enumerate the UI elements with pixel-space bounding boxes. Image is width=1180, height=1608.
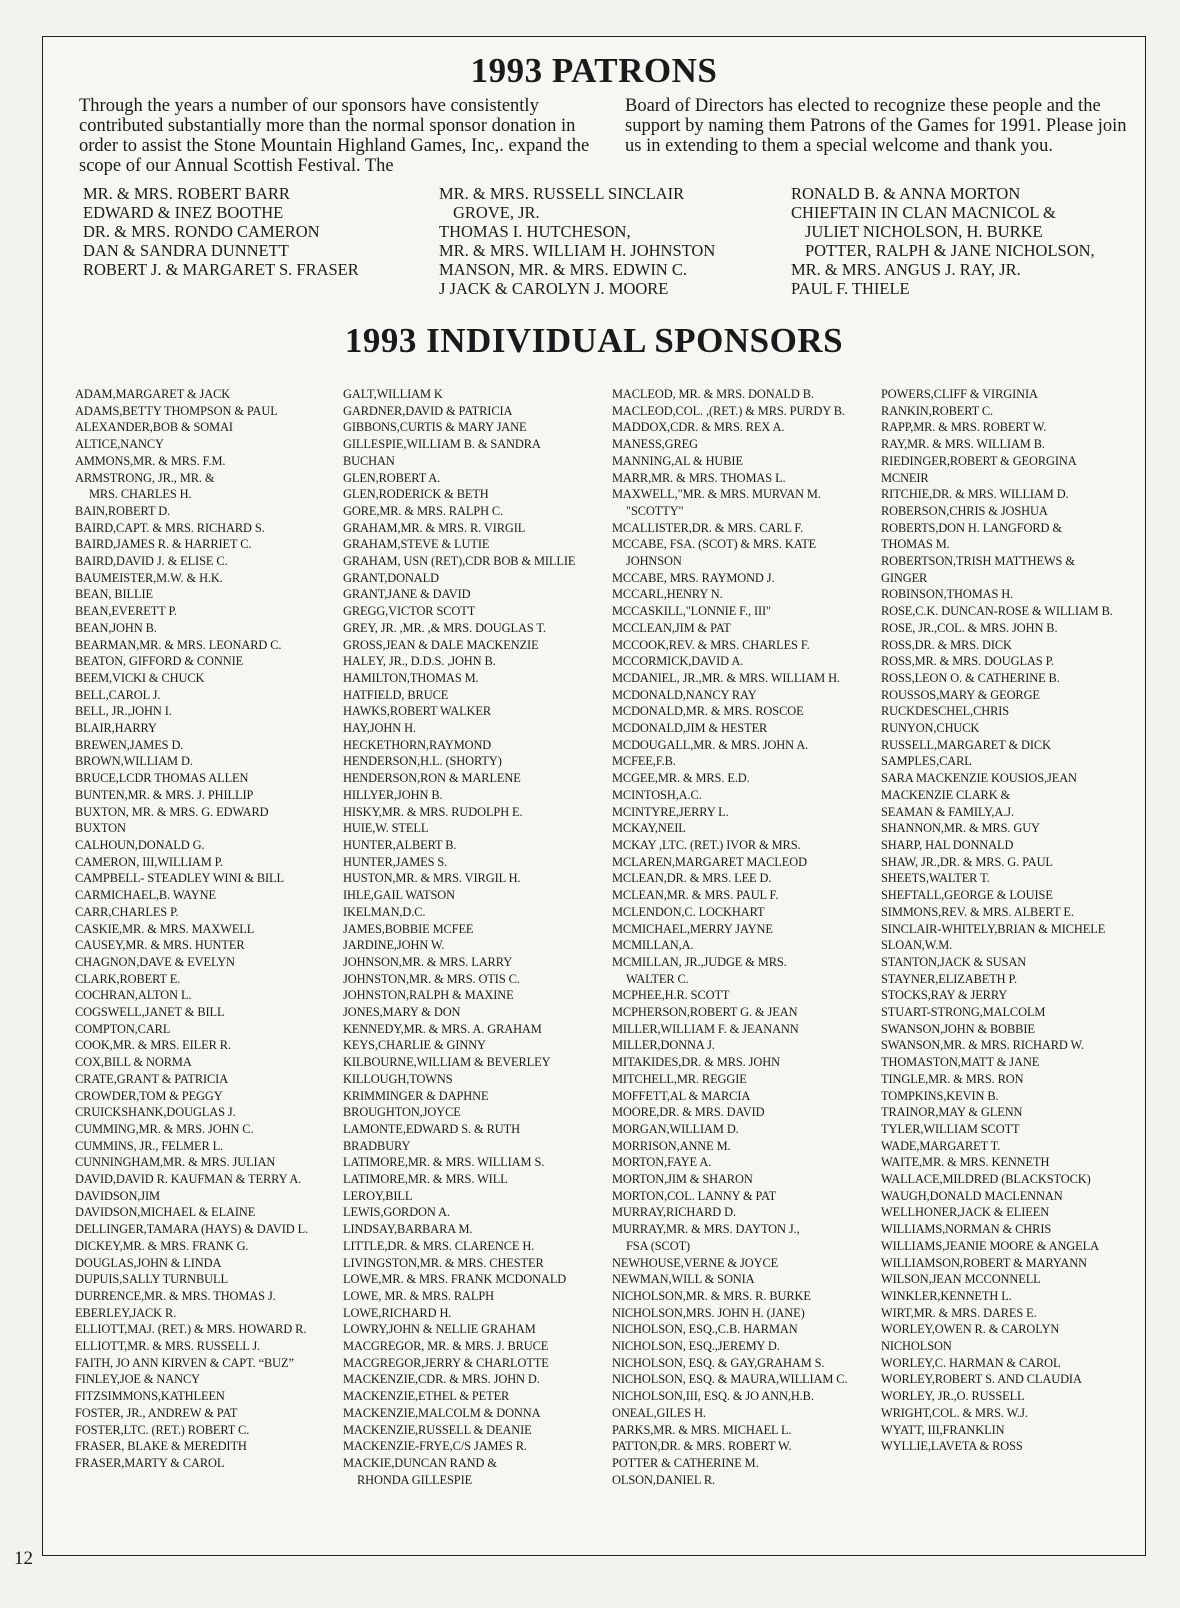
sponsor-entry: RHONDA GILLESPIE: [357, 1472, 473, 1487]
sponsor-entry: ADAM,MARGARET & JACK: [75, 387, 231, 401]
sponsor-entry: WYLLIE,LAVETA & ROSS: [881, 1439, 1023, 1454]
sponsor-entry: MANESS,GREG: [612, 437, 698, 452]
sponsor-entry: ROSE, JR.,COL. & MRS. JOHN B.: [881, 620, 1058, 635]
sponsor-entry: GREGG,VICTOR SCOTT: [343, 604, 476, 619]
sponsor-entry: HAY,JOHN H.: [343, 721, 416, 736]
sponsor-entry: MCDONALD,JIM & HESTER: [612, 721, 768, 736]
sponsor-entry: GARDNER,DAVID & PATRICIA: [343, 403, 513, 418]
sponsor-entry: HALEY, JR., D.D.S. ,JOHN B.: [343, 654, 496, 669]
sponsor-entry: PARKS,MR. & MRS. MICHAEL L.: [612, 1422, 792, 1437]
sponsor-entry: GILLESPIE,WILLIAM B. & SANDRA: [343, 437, 541, 452]
sponsor-entry: LEWIS,GORDON A.: [343, 1205, 450, 1220]
sponsor-entry: HENDERSON,RON & MARLENE: [343, 771, 521, 786]
sponsor-entry: ALEXANDER,BOB & SOMAI: [75, 420, 233, 435]
sponsor-entry: EBERLEY,JACK R.: [75, 1305, 177, 1320]
patron-entry: MR. & MRS. ANGUS J. RAY, JR.: [791, 260, 1021, 279]
sponsor-entry: BAIRD,JAMES R. & HARRIET C.: [75, 537, 252, 552]
sponsor-entry: MACKENZIE,CDR. & MRS. JOHN D.: [343, 1372, 540, 1387]
patron-entry: EDWARD & INEZ BOOTHE: [83, 203, 284, 222]
sponsor-entry: NICHOLSON: [881, 1339, 952, 1354]
sponsor-entry: WINKLER,KENNETH L.: [881, 1288, 1012, 1303]
sponsor-entry: MACKENZIE,RUSSELL & DEANIE: [343, 1422, 532, 1437]
sponsor-entry: MAXWELL,"MR. & MRS. MURVAN M.: [612, 487, 821, 502]
sponsor-entry: CASKIE,MR. & MRS. MAXWELL: [75, 921, 255, 936]
sponsor-entry: FRASER,MARTY & CAROL: [75, 1456, 225, 1470]
sponsor-entry: RUCKDESCHEL,CHRIS: [881, 704, 1010, 719]
sponsor-entry: NEWMAN,WILL & SONIA: [612, 1272, 755, 1287]
sponsor-entry: HAWKS,ROBERT WALKER: [343, 704, 492, 719]
sponsor-entry: SIMMONS,REV. & MRS. ALBERT E.: [881, 904, 1074, 919]
sponsor-entry: LEROY,BILL: [343, 1188, 413, 1203]
sponsor-entry: ROBERTSON,TRISH MATTHEWS &: [881, 554, 1075, 569]
sponsor-entry: CAMPBELL- STEADLEY WINI & BILL: [75, 871, 284, 886]
patrons-column-1: [83, 184, 359, 279]
sponsor-entry: BEAN, BILLIE: [75, 587, 153, 602]
patron-entry: ROBERT J. & MARGARET S. FRASER: [83, 260, 359, 279]
sponsor-entry: GINGER: [881, 570, 928, 585]
sponsor-entry: GLEN,ROBERT A.: [343, 470, 441, 485]
sponsor-entry: GIBBONS,CURTIS & MARY JANE: [343, 420, 527, 435]
sponsor-entry: MORTON,JIM & SHARON: [612, 1172, 753, 1187]
sponsor-entry: GORE,MR. & MRS. RALPH C.: [343, 503, 504, 518]
sponsor-entry: SHARP, HAL DONNALD: [881, 837, 1014, 852]
sponsor-entry: MCCASKILL,"LONNIE F., III": [612, 604, 771, 619]
sponsor-entry: WADE,MARGARET T.: [881, 1138, 1001, 1153]
sponsor-entry: GLEN,RODERICK & BETH: [343, 487, 489, 502]
sponsor-entry: BEATON, GIFFORD & CONNIE: [75, 654, 244, 669]
sponsor-entry: RUNYON,CHUCK: [881, 721, 980, 736]
sponsor-entry: CALHOUN,DONALD G.: [75, 837, 205, 852]
sponsor-entry: DOUGLAS,JOHN & LINDA: [75, 1255, 222, 1270]
sponsor-entry: MACLEOD,COL. ,(RET.) & MRS. PURDY B.: [612, 403, 845, 418]
sponsor-entry: COMPTON,CARL: [75, 1021, 171, 1036]
sponsor-entry: GRAHAM, USN (RET),CDR BOB & MILLIE: [343, 554, 576, 569]
patron-entry: MANSON, MR. & MRS. EDWIN C.: [439, 260, 687, 279]
sponsor-entry: MCFEE,F.B.: [612, 754, 676, 769]
sponsor-entry: KILLOUGH,TOWNS: [343, 1071, 453, 1086]
sponsor-entry: LAMONTE,EDWARD S. & RUTH: [343, 1121, 520, 1136]
sponsor-entry: NICHOLSON, ESQ.,JEREMY D.: [612, 1339, 780, 1354]
sponsor-entry: RUSSELL,MARGARET & DICK: [881, 737, 1051, 752]
sponsor-entry: GREY, JR. ,MR. ,& MRS. DOUGLAS T.: [343, 620, 546, 635]
sponsor-entry: WORLEY, JR.,O. RUSSELL: [881, 1389, 1025, 1404]
sponsor-entry: GRANT,JANE & DAVID: [343, 587, 471, 602]
sponsor-entry: CAMERON, III,WILLIAM P.: [75, 854, 224, 869]
sponsor-entry: JONES,MARY & DON: [343, 1005, 461, 1020]
sponsor-entry: MCDOUGALL,MR. & MRS. JOHN A.: [612, 737, 809, 752]
sponsor-entry: MACKIE,DUNCAN RAND &: [343, 1456, 497, 1470]
sponsor-entry: STUART-STRONG,MALCOLM: [881, 1005, 1046, 1020]
sponsor-entry: SEAMAN & FAMILY,A.J.: [881, 804, 1014, 819]
sponsor-entry: WORLEY,OWEN R. & CAROLYN: [881, 1322, 1060, 1337]
sponsor-entry: BEARMAN,MR. & MRS. LEONARD C.: [75, 637, 282, 652]
sponsor-entry: BUXTON, MR. & MRS. G. EDWARD: [75, 804, 269, 819]
sponsor-entry: BUXTON: [75, 821, 126, 836]
sponsor-entry: NEWHOUSE,VERNE & JOYCE: [612, 1255, 779, 1270]
patron-entry: MR. & MRS. WILLIAM H. JOHNSTON: [439, 241, 716, 260]
sponsor-entry: GRAHAM,STEVE & LUTIE: [343, 537, 490, 552]
sponsor-entry: LINDSAY,BARBARA M.: [343, 1222, 473, 1237]
sponsor-entry: SWANSON,MR. & MRS. RICHARD W.: [881, 1038, 1084, 1053]
sponsor-entry: CAUSEY,MR. & MRS. HUNTER: [75, 938, 245, 953]
sponsor-entry: WILLIAMSON,ROBERT & MARYANN: [881, 1255, 1087, 1270]
sponsor-entry: MACGREGOR,JERRY & CHARLOTTE: [343, 1355, 549, 1370]
sponsor-entry: WAITE,MR. & MRS. KENNETH: [881, 1155, 1050, 1170]
sponsor-entry: MCLEAN,DR. & MRS. LEE D.: [612, 871, 772, 886]
sponsor-entry: TOMPKINS,KEVIN B.: [881, 1088, 999, 1103]
sponsor-entry: LOWE, MR. & MRS. RALPH: [343, 1288, 494, 1303]
sponsor-entry: MCINTYRE,JERRY L.: [612, 804, 729, 819]
sponsor-entry: MCMICHAEL,MERRY JAYNE: [612, 921, 773, 936]
sponsor-entry: WILLIAMS,JEANIE MOORE & ANGELA: [881, 1238, 1099, 1253]
sponsor-entry: STANTON,JACK & SUSAN: [881, 954, 1027, 969]
sponsor-entry: CUNNINGHAM,MR. & MRS. JULIAN: [75, 1155, 276, 1170]
sponsor-entry: CROWDER,TOM & PEGGY: [75, 1088, 223, 1103]
sponsor-entry: SHANNON,MR. & MRS. GUY: [881, 821, 1040, 836]
sponsor-entry: MORGAN,WILLIAM D.: [612, 1121, 739, 1136]
sponsor-entry: SLOAN,W.M.: [881, 938, 953, 953]
sponsor-entry: RANKIN,ROBERT C.: [881, 403, 994, 418]
sponsor-entry: MCLEAN,MR. & MRS. PAUL F.: [612, 888, 779, 903]
sponsor-entry: NICHOLSON, ESQ.,C.B. HARMAN: [612, 1322, 798, 1337]
sponsor-entry: BELL,CAROL J.: [75, 687, 161, 702]
sponsor-entry: BRUCE,LCDR THOMAS ALLEN: [75, 771, 249, 786]
patrons-title: 1993 PATRONS: [470, 51, 718, 90]
sponsor-entry: MACLEOD, MR. & MRS. DONALD B.: [612, 387, 814, 401]
sponsor-entry: NICHOLSON,MR. & MRS. R. BURKE: [612, 1288, 811, 1303]
sponsor-entry: MITAKIDES,DR. & MRS. JOHN: [612, 1055, 780, 1070]
sponsor-entry: WALTER C.: [626, 971, 689, 986]
sponsor-entry: MCCABE, FSA. (SCOT) & MRS. KATE: [612, 537, 817, 552]
sponsor-entry: ROSE,C.K. DUNCAN-ROSE & WILLIAM B.: [881, 604, 1113, 619]
sponsor-entry: HUIE,W. STELL: [343, 821, 429, 836]
sponsor-entry: MCCOOK,REV. & MRS. CHARLES F.: [612, 637, 810, 652]
sponsor-entry: DUPUIS,SALLY TURNBULL: [75, 1272, 228, 1287]
sponsor-entry: ELLIOTT,MR. & MRS. RUSSELL J.: [75, 1339, 261, 1354]
sponsor-entry: COCHRAN,ALTON L.: [75, 988, 192, 1003]
sponsor-entry: WAUGH,DONALD MACLENNAN: [881, 1188, 1063, 1203]
sponsor-entry: IHLE,GAIL WATSON: [343, 888, 455, 903]
sponsor-entry: MCPHEE,H.R. SCOTT: [612, 988, 730, 1003]
sponsor-entry: BAIN,ROBERT D.: [75, 503, 171, 518]
sponsor-entry: FOSTER, JR., ANDREW & PAT: [75, 1405, 238, 1420]
sponsor-entry: MILLER,WILLIAM F. & JEANANN: [612, 1021, 799, 1036]
sponsor-entry: ONEAL,GILES H.: [612, 1405, 706, 1420]
sponsor-entry: KENNEDY,MR. & MRS. A. GRAHAM: [343, 1021, 542, 1036]
sponsor-entry: RITCHIE,DR. & MRS. WILLIAM D.: [881, 487, 1069, 502]
sponsor-entry: MCLAREN,MARGARET MACLEOD: [612, 854, 807, 869]
sponsor-entry: KILBOURNE,WILLIAM & BEVERLEY: [343, 1055, 551, 1070]
sponsor-entry: SINCLAIR-WHITELY,BRIAN & MICHELE: [881, 921, 1106, 936]
sponsor-entry: MOORE,DR. & MRS. DAVID: [612, 1105, 765, 1120]
sponsor-entry: FRASER, BLAKE & MEREDITH: [75, 1439, 247, 1454]
sponsor-entry: COGSWELL,JANET & BILL: [75, 1005, 225, 1020]
sponsor-entry: TYLER,WILLIAM SCOTT: [881, 1121, 1020, 1136]
sponsor-entry: THOMAS M.: [881, 537, 950, 552]
sponsor-entry: NICHOLSON,III, ESQ. & JO ANN,H.B.: [612, 1389, 814, 1404]
sponsor-entry: DAVIDSON,JIM: [75, 1188, 160, 1203]
sponsor-entry: ROSS,LEON O. & CATHERINE B.: [881, 670, 1060, 685]
sponsor-entry: JOHNSON: [626, 554, 682, 569]
sponsor-entry: ELLIOTT,MAJ. (RET.) & MRS. HOWARD R.: [75, 1322, 307, 1337]
sponsor-entry: BELL, JR.,JOHN I.: [75, 704, 172, 719]
sponsor-entry: BEEM,VICKI & CHUCK: [75, 670, 205, 685]
sponsor-entry: MCKAY ,LTC. (RET.) IVOR & MRS.: [612, 837, 801, 852]
sponsor-entry: MARR,MR. & MRS. THOMAS L.: [612, 470, 786, 485]
sponsor-entry: POTTER & CATHERINE M.: [612, 1456, 759, 1470]
sponsor-entry: WYATT, III,FRANKLIN: [881, 1422, 1005, 1437]
page-number: 12: [14, 1548, 33, 1569]
sponsor-entry: MCDONALD,NANCY RAY: [612, 687, 757, 702]
sponsor-entry: RIEDINGER,ROBERT & GEORGINA: [881, 453, 1077, 468]
sponsor-entry: MCCORMICK,DAVID A.: [612, 654, 744, 669]
sponsor-entry: KEYS,CHARLIE & GINNY: [343, 1038, 486, 1053]
sponsor-entry: HUNTER,JAMES S.: [343, 854, 448, 869]
sponsors-column-3: [612, 386, 847, 1488]
sponsor-entry: WALLACE,MILDRED (BLACKSTOCK): [881, 1172, 1091, 1187]
sponsor-entry: MITCHELL,MR. REGGIE: [612, 1071, 747, 1086]
sponsor-entry: WORLEY,C. HARMAN & CAROL: [881, 1355, 1061, 1370]
sponsor-entry: DICKEY,MR. & MRS. FRANK G.: [75, 1238, 249, 1253]
sponsor-entry: SAMPLES,CARL: [881, 754, 972, 769]
sponsor-entry: LITTLE,DR. & MRS. CLARENCE H.: [343, 1238, 535, 1253]
patrons-intro-right: Board of Directors has elected to recognize these people and the support by naming them Patrons of the Games for 1991. Please join us in extending to them a special welcome and thank you.: [625, 96, 1127, 156]
sponsor-entry: WRIGHT,COL. & MRS. W.J.: [881, 1405, 1028, 1420]
sponsor-entry: RAPP,MR. & MRS. ROBERT W.: [881, 420, 1047, 435]
sponsor-entry: JOHNSTON,RALPH & MAXINE: [343, 988, 514, 1003]
sponsor-entry: PATTON,DR. & MRS. ROBERT W.: [612, 1439, 792, 1454]
sponsor-entry: BRADBURY: [343, 1138, 411, 1153]
sponsor-entry: DELLINGER,TAMARA (HAYS) & DAVID L.: [75, 1222, 309, 1237]
sponsor-entry: MADDOX,CDR. & MRS. REX A.: [612, 420, 785, 435]
sponsor-entry: ROBERSON,CHRIS & JOSHUA: [881, 503, 1048, 518]
sponsor-entry: MACKENZIE,MALCOLM & DONNA: [343, 1405, 541, 1420]
sponsor-entry: MURRAY,RICHARD D.: [612, 1205, 736, 1220]
sponsor-entry: HECKETHORN,RAYMOND: [343, 737, 492, 752]
sponsor-entry: WORLEY,ROBERT S. AND CLAUDIA: [881, 1372, 1082, 1387]
sponsor-entry: MORTON,FAYE A.: [612, 1155, 712, 1170]
sponsor-entry: WILSON,JEAN MCCONNELL: [881, 1272, 1041, 1287]
sponsor-entry: LOWE,MR. & MRS. FRANK MCDONALD: [343, 1272, 567, 1287]
sponsor-entry: LATIMORE,MR. & MRS. WILLIAM S.: [343, 1155, 545, 1170]
patron-entry: DR. & MRS. RONDO CAMERON: [83, 222, 320, 241]
sponsor-entry: NICHOLSON, ESQ. & GAY,GRAHAM S.: [612, 1355, 825, 1370]
sponsor-entry: MILLER,DONNA J.: [612, 1038, 715, 1053]
sponsor-entry: CARMICHAEL,B. WAYNE: [75, 888, 216, 903]
sponsor-entry: MCNEIR: [881, 470, 929, 485]
sponsor-entry: MACKENZIE,ETHEL & PETER: [343, 1389, 510, 1404]
sponsor-entry: SHAW, JR.,DR. & MRS. G. PAUL: [881, 854, 1053, 869]
patron-entry: POTTER, RALPH & JANE NICHOLSON,: [805, 241, 1095, 260]
sponsor-entry: MCCARL,HENRY N.: [612, 587, 723, 602]
sponsor-entry: CRUICKSHANK,DOUGLAS J.: [75, 1105, 236, 1120]
sponsor-entry: MCKAY,NEIL: [612, 821, 686, 836]
page-frame: [42, 36, 1146, 1556]
sponsor-entry: ROUSSOS,MARY & GEORGE: [881, 687, 1040, 702]
sponsor-entry: HAMILTON,THOMAS M.: [343, 670, 479, 685]
sponsor-entry: ADAMS,BETTY THOMPSON & PAUL: [75, 403, 278, 418]
sponsor-entry: FAITH, JO ANN KIRVEN & CAPT. “BUZ”: [75, 1355, 294, 1370]
sponsor-entry: MCCLEAN,JIM & PAT: [612, 620, 731, 635]
sponsor-entry: TINGLE,MR. & MRS. RON: [881, 1071, 1024, 1086]
sponsor-entry: LATIMORE,MR. & MRS. WILL: [343, 1172, 508, 1187]
sponsor-entry: MCMILLAN, JR.,JUDGE & MRS.: [612, 954, 787, 969]
sponsor-entry: BROWN,WILLIAM D.: [75, 754, 193, 769]
sponsor-entry: CLARK,ROBERT E.: [75, 971, 181, 986]
sponsor-entry: KRIMMINGER & DAPHNE: [343, 1088, 489, 1103]
patron-entry: PAUL F. THIELE: [791, 279, 910, 298]
sponsor-entry: BROUGHTON,JOYCE: [343, 1105, 461, 1120]
sponsor-entry: NICHOLSON,MRS. JOHN H. (JANE): [612, 1305, 805, 1320]
sponsor-entry: MCLENDON,C. LOCKHART: [612, 904, 765, 919]
sponsor-entry: MANNING,AL & HUBIE: [612, 453, 743, 468]
sponsor-entry: STAYNER,ELIZABETH P.: [881, 971, 1017, 986]
patron-entry: RONALD B. & ANNA MORTON: [791, 184, 1021, 203]
sponsor-entry: ALTICE,NANCY: [75, 437, 164, 452]
patron-entry: JULIET NICHOLSON, H. BURKE: [805, 222, 1043, 241]
sponsor-entry: ROBINSON,THOMAS H.: [881, 587, 1014, 602]
sponsor-entry: STOCKS,RAY & JERRY: [881, 988, 1008, 1003]
sponsor-entry: MCGEE,MR. & MRS. E.D.: [612, 771, 750, 786]
sponsors-column-1: [75, 386, 308, 1472]
sponsor-entry: BREWEN,JAMES D.: [75, 737, 184, 752]
sponsor-entry: BEAN,EVERETT P.: [75, 604, 177, 619]
sponsor-entry: MCDANIEL, JR.,MR. & MRS. WILLIAM H.: [612, 670, 840, 685]
sponsor-entry: MACGREGOR, MR. & MRS. J. BRUCE: [343, 1339, 549, 1354]
sponsor-entry: ROSS,DR. & MRS. DICK: [881, 637, 1012, 652]
sponsors-column-4: [881, 386, 1113, 1455]
sponsor-entry: LOWRY,JOHN & NELLIE GRAHAM: [343, 1322, 536, 1337]
sponsor-entry: JOHNSON,MR. & MRS. LARRY: [343, 954, 513, 969]
sponsor-entry: OLSON,DANIEL R.: [612, 1472, 716, 1487]
sponsor-entry: HENDERSON,H.L. (SHORTY): [343, 754, 502, 769]
sponsor-entry: JAMES,BOBBIE MCFEE: [343, 921, 474, 936]
sponsor-entry: BAUMEISTER,M.W. & H.K.: [75, 570, 223, 585]
sponsor-entry: MACKENZIE-FRYE,C/S JAMES R.: [343, 1439, 527, 1454]
sponsor-entry: MCCABE, MRS. RAYMOND J.: [612, 570, 775, 585]
sponsor-entry: COOK,MR. & MRS. EILER R.: [75, 1038, 231, 1053]
sponsor-entry: BEAN,JOHN B.: [75, 620, 157, 635]
sponsor-entry: DAVIDSON,MICHAEL & ELAINE: [75, 1205, 256, 1220]
sponsor-entry: JARDINE,JOHN W.: [343, 938, 445, 953]
sponsor-entry: COX,BILL & NORMA: [75, 1055, 192, 1070]
sponsor-entry: GROSS,JEAN & DALE MACKENZIE: [343, 637, 539, 652]
sponsor-entry: FINLEY,JOE & NANCY: [75, 1372, 200, 1387]
sponsor-entry: ARMSTRONG, JR., MR. &: [75, 470, 215, 485]
sponsor-entry: CARR,CHARLES P.: [75, 904, 179, 919]
sponsor-entry: MACKENZIE CLARK &: [881, 787, 1011, 802]
sponsor-entry: BUCHAN: [343, 453, 395, 468]
sponsor-entry: POWERS,CLIFF & VIRGINIA: [881, 387, 1038, 401]
patron-entry: MR. & MRS. ROBERT BARR: [83, 184, 290, 203]
sponsor-entry: ROSS,MR. & MRS. DOUGLAS P.: [881, 654, 1054, 669]
sponsor-entry: MCDONALD,MR. & MRS. ROSCOE: [612, 704, 804, 719]
sponsor-entry: BLAIR,HARRY: [75, 721, 157, 736]
sponsor-entry: MCINTOSH,A.C.: [612, 787, 702, 802]
patron-entry: DAN & SANDRA DUNNETT: [83, 241, 289, 260]
sponsor-entry: CRATE,GRANT & PATRICIA: [75, 1071, 229, 1086]
sponsor-entry: HISKY,MR. & MRS. RUDOLPH E.: [343, 804, 523, 819]
patron-entry: GROVE, JR.: [453, 203, 540, 222]
sponsor-entry: JOHNSTON,MR. & MRS. OTIS C.: [343, 971, 520, 986]
sponsor-entry: WIRT,MR. & MRS. DARES E.: [881, 1305, 1037, 1320]
sponsor-entry: CHAGNON,DAVE & EVELYN: [75, 954, 235, 969]
sponsor-entry: GALT,WILLIAM K: [343, 387, 443, 401]
sponsor-entry: IKELMAN,D.C.: [343, 904, 426, 919]
sponsor-entry: HILLYER,JOHN B.: [343, 787, 443, 802]
sponsors-title: 1993 INDIVIDUAL SPONSORS: [344, 321, 844, 360]
sponsor-entry: MOFFETT,AL & MARCIA: [612, 1088, 751, 1103]
sponsor-entry: "SCOTTY": [626, 503, 684, 518]
patrons-column-2: [439, 184, 715, 298]
sponsor-entry: DURRENCE,MR. & MRS. THOMAS J.: [75, 1288, 276, 1303]
patrons-intro-left: Through the years a number of our sponsors have consistently contributed substantially more than the normal sponsor donation in order to assist the Stone Mountain Highland Games, Inc,. expand the scope of our Annual Scottish Festival. The: [79, 96, 590, 176]
sponsor-entry: WILLIAMS,NORMAN & CHRIS: [881, 1222, 1052, 1237]
sponsor-entry: BUNTEN,MR. & MRS. J. PHILLIP: [75, 787, 254, 802]
patron-entry: J JACK & CAROLYN J. MOORE: [439, 279, 669, 298]
sponsor-entry: LIVINGSTON,MR. & MRS. CHESTER: [343, 1255, 544, 1270]
sponsor-entry: DAVID,DAVID R. KAUFMAN & TERRY A.: [75, 1172, 302, 1187]
sponsor-entry: CUMMING,MR. & MRS. JOHN C.: [75, 1121, 254, 1136]
sponsor-entry: MORTON,COL. LANNY & PAT: [612, 1188, 777, 1203]
sponsor-entry: MCALLISTER,DR. & MRS. CARL F.: [612, 520, 804, 535]
sponsor-entry: HATFIELD, BRUCE: [343, 687, 449, 702]
patron-entry: MR. & MRS. RUSSELL SINCLAIR: [439, 184, 685, 203]
sponsor-entry: THOMASTON,MATT & JANE: [881, 1055, 1040, 1070]
sponsor-entry: MRS. CHARLES H.: [89, 487, 192, 502]
sponsor-entry: AMMONS,MR. & MRS. F.M.: [75, 453, 226, 468]
sponsor-entry: SWANSON,JOHN & BOBBIE: [881, 1021, 1035, 1036]
sponsor-entry: MCPHERSON,ROBERT G. & JEAN: [612, 1005, 798, 1020]
patron-entry: CHIEFTAIN IN CLAN MACNICOL &: [791, 203, 1056, 222]
sponsor-entry: HUSTON,MR. & MRS. VIRGIL H.: [343, 871, 521, 886]
sponsor-entry: BAIRD,DAVID J. & ELISE C.: [75, 554, 228, 569]
sponsor-entry: ROBERTS,DON H. LANGFORD &: [881, 520, 1062, 535]
sponsor-entry: NICHOLSON, ESQ. & MAURA,WILLIAM C.: [612, 1372, 848, 1387]
sponsor-entry: FOSTER,LTC. (RET.) ROBERT C.: [75, 1422, 250, 1437]
patrons-column-3: [791, 184, 1095, 298]
sponsor-entry: GRANT,DONALD: [343, 570, 439, 585]
sponsor-entry: SARA MACKENZIE KOUSIOS,JEAN: [881, 771, 1077, 786]
sponsor-entry: GRAHAM,MR. & MRS. R. VIRGIL: [343, 520, 526, 535]
patron-entry: THOMAS I. HUTCHESON,: [439, 222, 631, 241]
sponsor-entry: FITZSIMMONS,KATHLEEN: [75, 1389, 225, 1404]
sponsor-entry: MURRAY,MR. & MRS. DAYTON J.,: [612, 1222, 800, 1237]
sponsor-entry: SHEETS,WALTER T.: [881, 871, 990, 886]
sponsor-entry: MCMILLAN,A.: [612, 938, 694, 953]
sponsor-entry: CUMMINS, JR., FELMER L.: [75, 1138, 224, 1153]
sponsor-entry: HUNTER,ALBERT B.: [343, 837, 457, 852]
sponsor-entry: BAIRD,CAPT. & MRS. RICHARD S.: [75, 520, 265, 535]
sponsor-entry: WELLHONER,JACK & ELIEEN: [881, 1205, 1050, 1220]
sponsor-entry: FSA (SCOT): [626, 1238, 691, 1253]
sponsor-entry: TRAINOR,MAY & GLENN: [881, 1105, 1023, 1120]
sponsor-entry: MORRISON,ANNE M.: [612, 1138, 731, 1153]
sponsor-entry: RAY,MR. & MRS. WILLIAM B.: [881, 437, 1045, 452]
sponsors-column-2: [343, 386, 575, 1488]
sponsor-entry: LOWE,RICHARD H.: [343, 1305, 452, 1320]
sponsor-entry: SHEFTALL,GEORGE & LOUISE: [881, 888, 1053, 903]
